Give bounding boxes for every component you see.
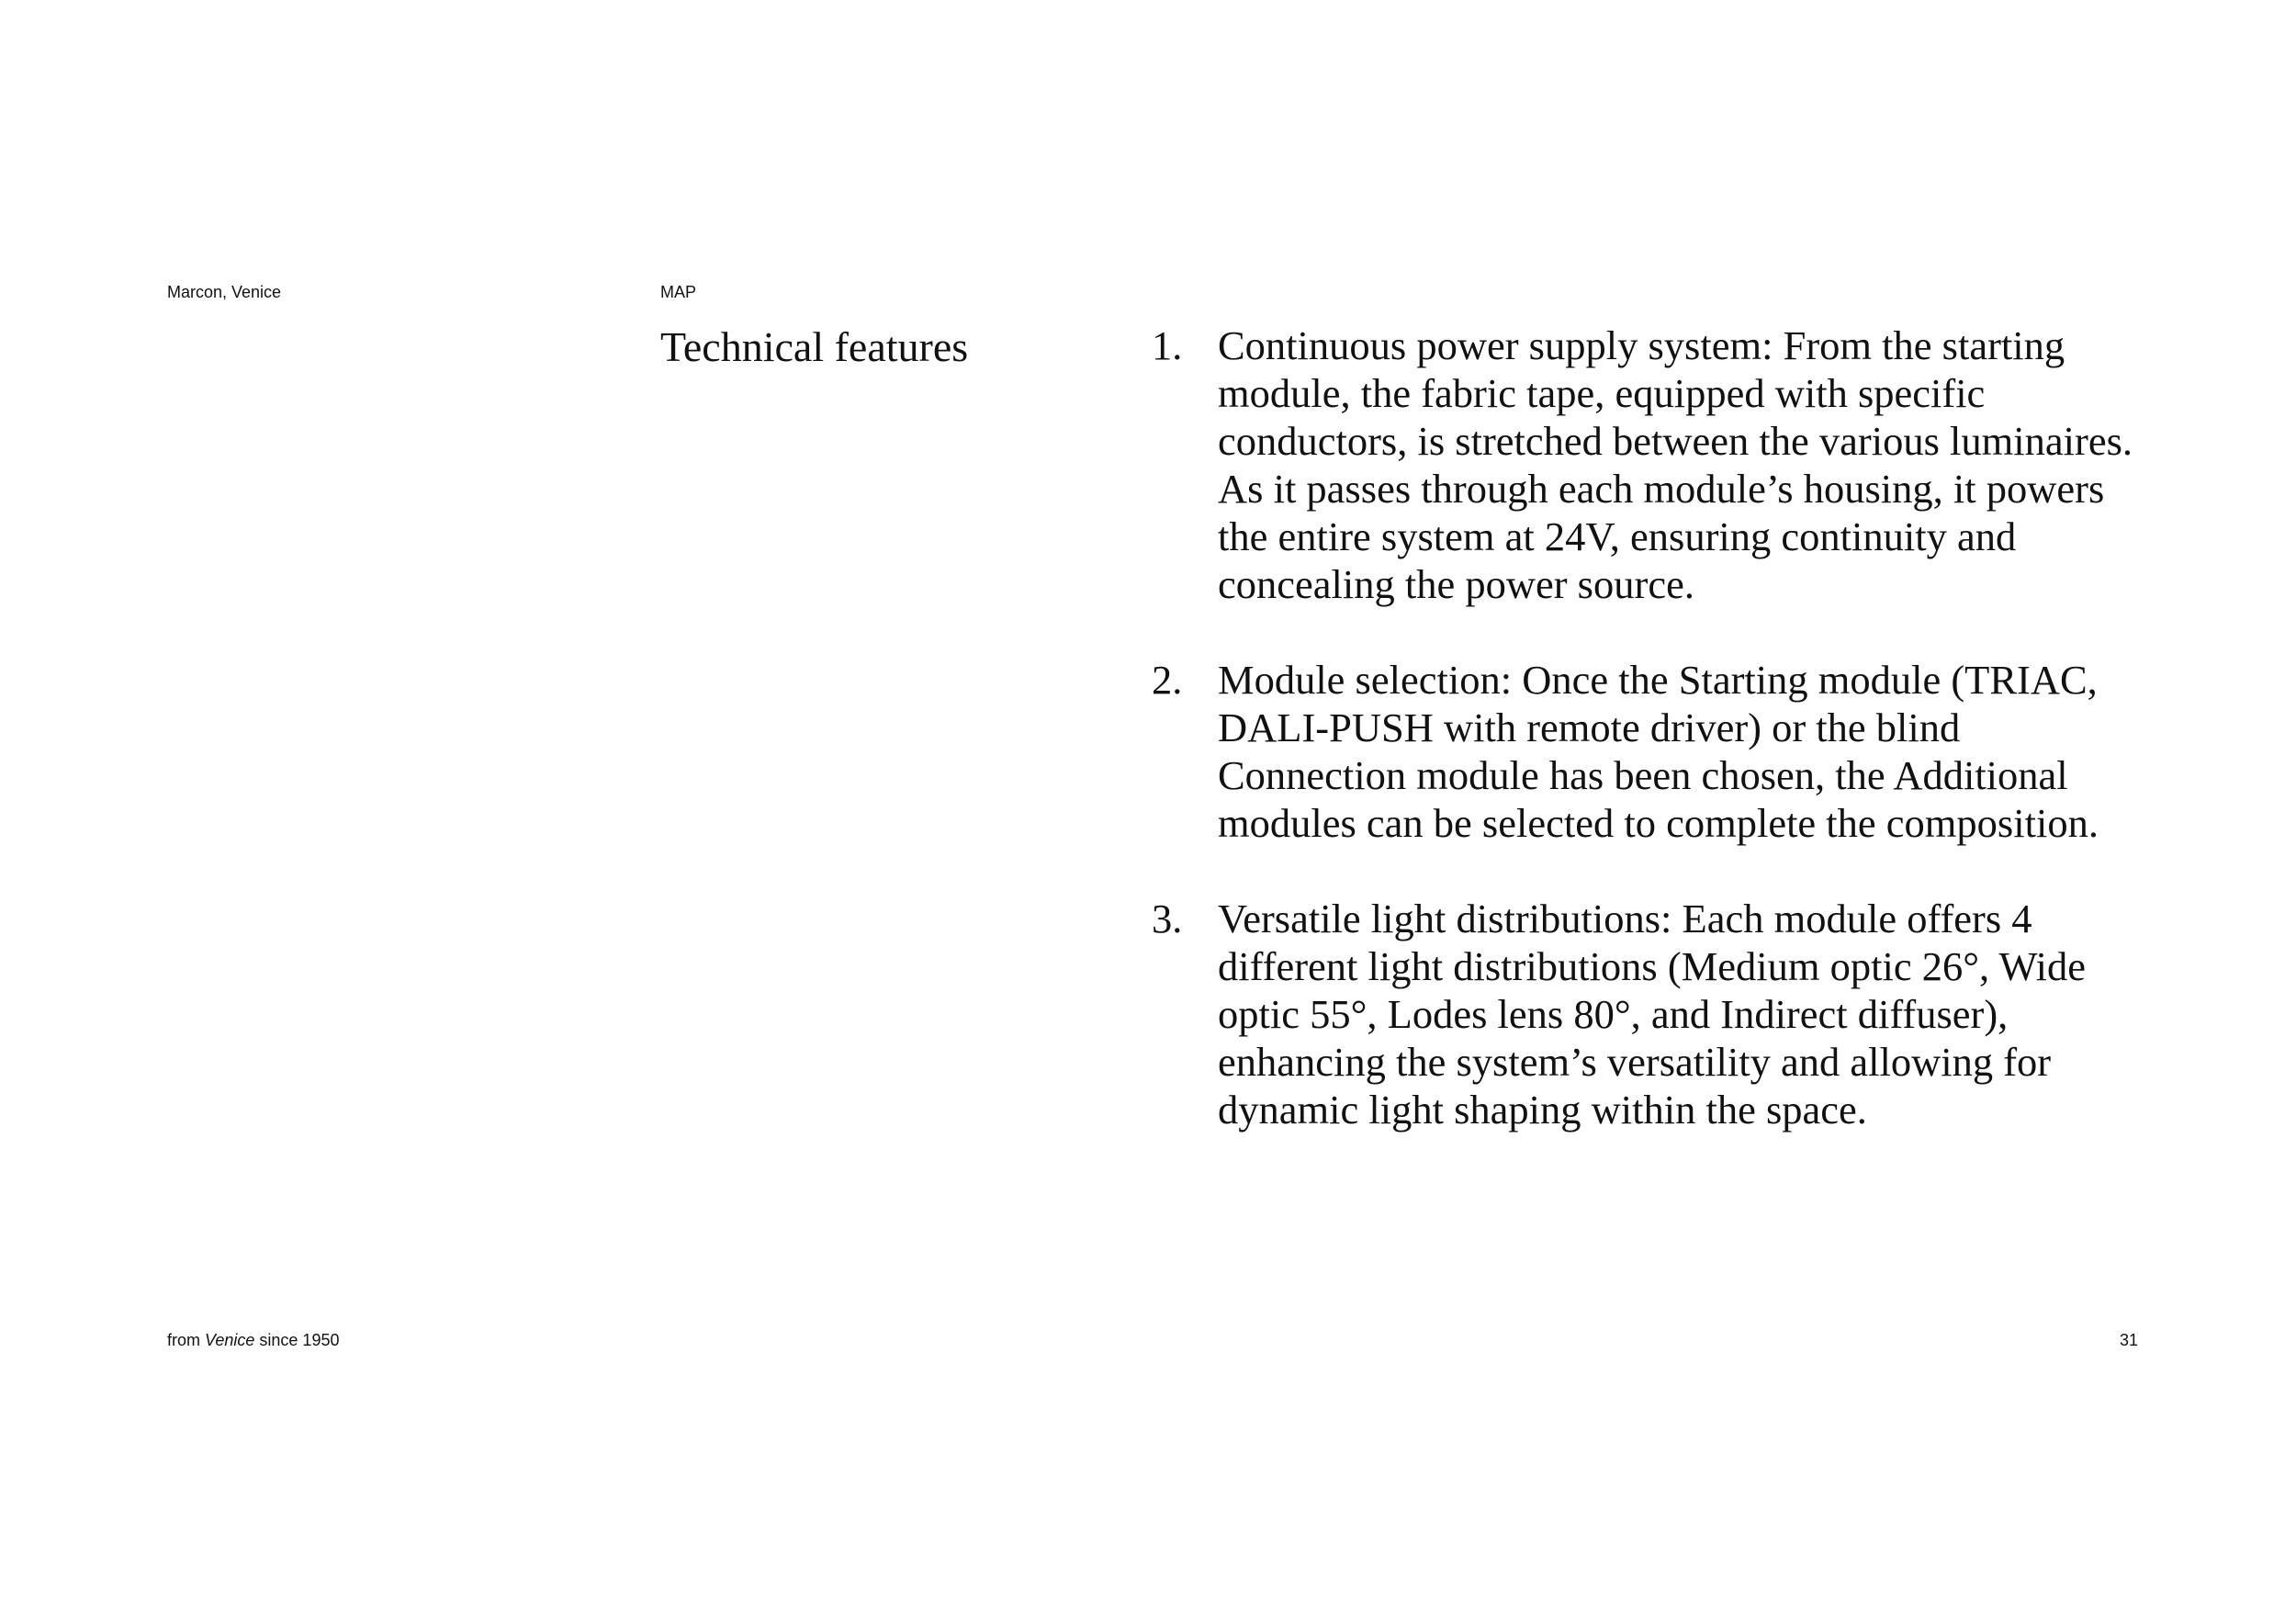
feature-number: 1. [1152,322,1183,368]
header-location: Marcon, Venice [167,283,282,301]
footer-suffix: since 1950 [259,1331,340,1349]
page-number: 31 [2120,1331,2139,1349]
footer-tagline [167,1330,339,1350]
feature-list [1152,321,2144,1133]
page-title: Technical features [660,323,969,370]
feature-number: 2. [1152,657,1183,703]
feature-text: Module selection: Once the Starting module (TRIAC, DALI-PUSH with remote driver) or the blind Connection module has been chosen, the Additional modules can be selected to complete the composition. [1218,657,2099,846]
feature-item-2 [1152,656,2144,847]
feature-text: Continuous power supply system: From the starting module, the fabric tape, equipped with specific conductors, is stretched between the various luminaires. As it passes through each module’s housing, it powers the entire system at 24V, ensuring continuity and concealing the power source. [1218,322,2133,607]
feature-item-1 [1152,321,2144,608]
feature-number: 3. [1152,896,1183,941]
section-label: MAP [660,283,697,301]
feature-item-3 [1152,895,2144,1133]
footer-prefix: from [167,1331,200,1349]
feature-text: Versatile light distributions: Each module offers 4 different light distributions (Medium optic 26°, Wide optic 55°, Lodes lens 80°, and Indirect diffuser), enhancing the system’s versatility and allowing for dynamic light shaping within the space. [1218,896,2087,1133]
footer-city: Venice [205,1331,255,1349]
